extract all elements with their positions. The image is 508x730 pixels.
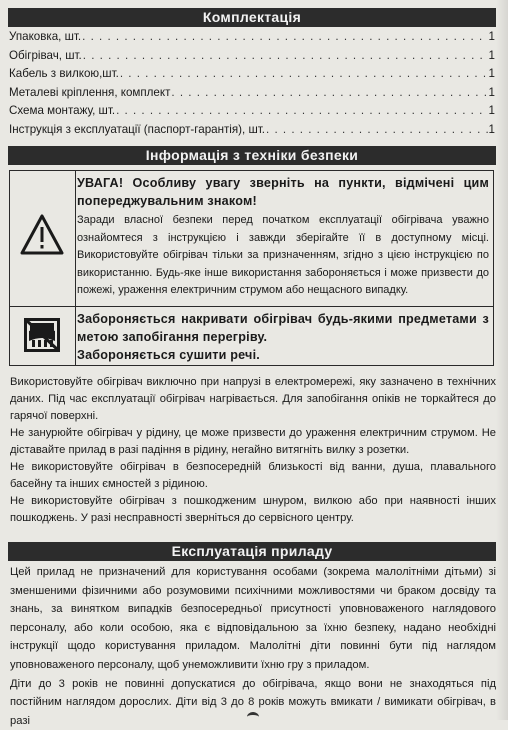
safety-text [10,374,496,527]
do-not-cover-icon [10,307,74,365]
kit-item-name: Схема монтажу, шт. [9,104,116,118]
warning-table [9,170,494,366]
kit-item-qty: 1 [488,30,495,43]
section-title-operation: Експлуатація приладу [8,542,496,561]
prohibit-dry-text: Забороняється сушити речі. [77,348,260,362]
prohibit-cover-text: Забороняється накривати обігрівач будь-якими предметами з метою запобігання перегріву. [77,312,489,344]
warning-text-cell [77,174,489,300]
kit-item-name: Металеві кріплення, комплект [9,85,171,99]
kit-item-qty: 1 [488,104,495,118]
kit-item-name: Обігрівач, шт. [9,48,82,62]
warning-icon-cell [10,171,76,306]
operation-paragraph: Цей прилад не призначений для користування особами (зокрема малолітніми дітьми) зі зменшеними фізичними або розумовими психічними можливостями чи браком досвіду та знань, за винятком випадків безпосередньої присутності уповноваженого наглядового персоналу, або коли особою, яка є відповідальною за їхню безпеку, надано необхідні інструкції щодо користування приладом. Малолітні діти повинні бути під наглядом уповноваженого персоналу, щоб унеможливити їхню гру з приладом. [10,566,496,671]
table-divider [10,306,493,307]
kit-item-qty: 1 [488,67,495,81]
prohibit-text-cell [77,310,489,364]
kit-item-name: Кабель з вилкою,шт. [9,67,119,81]
leader-dots [116,102,487,121]
kit-item-qty: 1 [488,122,495,136]
kit-item-name: Упаковка, шт. [9,30,82,43]
safety-paragraph: Не занурюйте обігрівач у рідину, це може призвести до ураження електричним струмом. Не діставайте прилад в разі падіння в рідину, негайно витягніть вилку з розетки. [10,427,496,456]
operation-paragraph: Діти до 3 років не повинні допускатися до обігрівача, якщо вони не знаходяться під постійним наглядом дорослих. Діти від 3 до 8 років можуть вмикати / вимикати обігрівач, в разі [10,677,496,727]
warning-body: Заради власної безпеки перед початком експлуатації обігрівача уважно ознайомтеся з інструкцією і завжди зберігайте її в доступному місці. Використовуйте обігрівач тільки за призначенням, згідно з цією інструкцією по використанню. Будь-яке інше використання забороняється і може призвести до пожежі, ураження електричним струмом або нещасного випадку. [77,214,489,297]
prohibit-icon-cell [10,307,76,365]
page-edge-shadow [496,0,508,720]
safety-paragraph: Використовуйте обігрівач виключно при напрузі в електромережі, яку зазначено в технічних даних. Під час експлуатації обігрівач нагрівається. Для запобігання опіків не торкайтеся до гарячої поверхні. [10,376,496,422]
kit-list [9,28,495,140]
leader-dots [120,65,488,84]
kit-item-name: Інструкція з експлуатації (паспорт-гарантія), шт. [9,122,266,136]
kit-item [9,102,495,121]
leader-dots [171,84,487,103]
kit-item [9,28,495,47]
leader-dots [82,28,487,47]
kit-item [9,84,495,103]
kit-item [9,65,495,84]
leader-dots [83,47,488,66]
operation-text [10,563,496,730]
safety-paragraph: Не використовуйте обігрівач в безпосередній близькості від ванни, душа, плавального басейну та інших ємностей з рідиною. [10,461,496,490]
kit-item-qty: 1 [488,48,495,62]
kit-item [9,121,495,140]
warning-title: УВАГА! Особливу увагу зверніть на пункти, відмічені цим попереджувальним знаком! [77,176,489,208]
leader-dots [266,121,488,140]
section-title-safety: Інформація з техніки безпеки [8,146,496,165]
kit-item-qty: 1 [488,85,495,99]
safety-paragraph: Не використовуйте обігрівач з пошкодженим шнуром, вилкою або при наявності інших пошкоджень. У разі несправності зверніться до сервісного центру. [10,495,496,524]
warning-triangle-icon [10,171,74,306]
kit-item [9,47,495,66]
section-title-kit: Комплектація [8,8,496,27]
page-number-fragment [247,712,259,722]
